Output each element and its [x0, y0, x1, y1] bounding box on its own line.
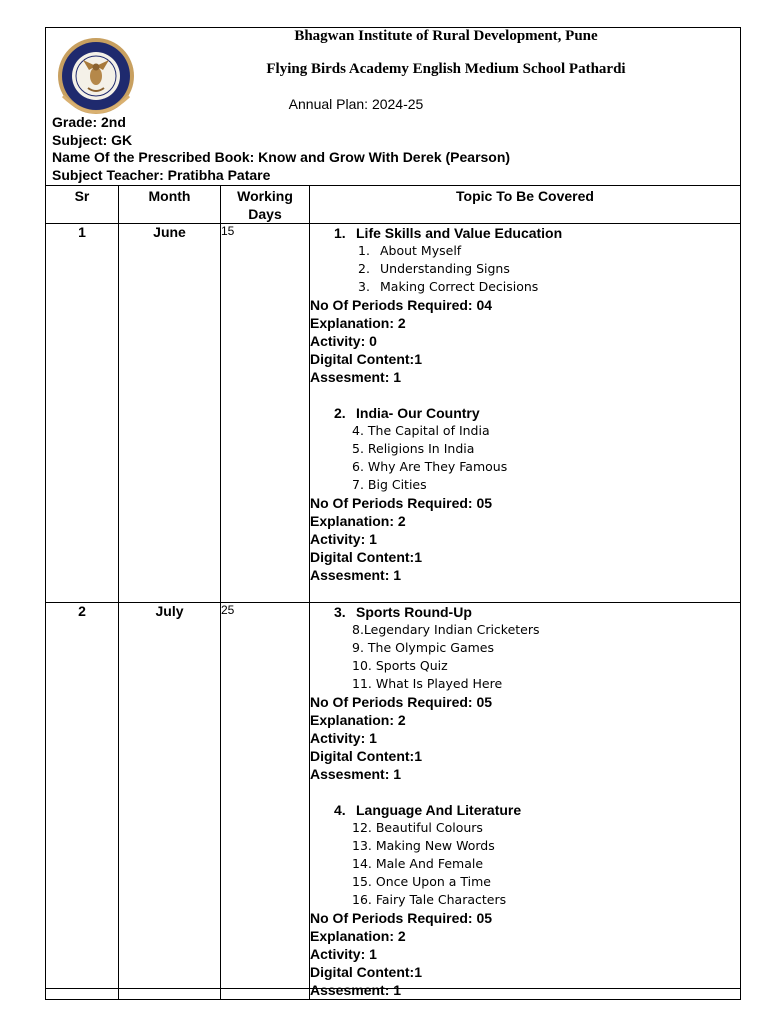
unit-number: 3. — [334, 604, 346, 620]
period-stat: Activity: 1 — [310, 531, 377, 547]
subject-label: Subject: GK — [52, 131, 133, 148]
school-name: Flying Birds Academy English Medium School Pathardi — [266, 61, 626, 77]
unit-title — [310, 404, 740, 422]
teacher-label: Subject Teacher: Pratibha Patare — [52, 166, 271, 183]
period-stat: Digital Content:1 — [310, 748, 422, 764]
lesson-item: 14. Male And Female — [352, 856, 484, 871]
period-stat: No Of Periods Required: 05 — [310, 910, 493, 926]
meta-block — [52, 114, 510, 184]
period-stat: No Of Periods Required: 05 — [310, 495, 493, 511]
lesson-item — [310, 242, 740, 260]
sr-cell: 1 — [46, 224, 119, 603]
unit-title-text: Language And Literature — [356, 802, 522, 818]
col-header-month: Month — [119, 186, 221, 224]
unit-number: 1. — [334, 225, 346, 241]
plan-title: Annual Plan: 2024-25 — [288, 96, 424, 112]
col-header-working-days: Working Days — [221, 186, 310, 224]
lesson-item: 12. Beautiful Colours — [352, 820, 483, 835]
period-stat: Assesment: 1 — [310, 982, 402, 998]
period-stat: Assesment: 1 — [310, 369, 402, 385]
unit-number: 4. — [334, 802, 346, 818]
lesson-item: 13. Making New Words — [352, 838, 495, 853]
lesson-title: About Myself — [380, 243, 462, 258]
topic-cell — [310, 224, 741, 603]
institute-name: Bhagwan Institute of Rural Development, Pune — [294, 28, 598, 44]
unit-title — [310, 603, 740, 621]
spacer — [310, 584, 740, 602]
unit-title — [310, 224, 740, 242]
unit-title-text: India- Our Country — [356, 405, 480, 421]
lesson-item — [310, 260, 740, 278]
period-stat: Digital Content:1 — [310, 351, 422, 367]
lesson-item — [310, 278, 740, 296]
period-stat: Explanation: 2 — [310, 315, 406, 331]
topic-cell — [310, 603, 741, 1000]
lesson-item: 15. Once Upon a Time — [352, 874, 492, 889]
school-logo-icon — [53, 36, 139, 116]
sr-cell: 2 — [46, 603, 119, 1000]
lesson-number: 1. — [358, 243, 370, 258]
lesson-item: 10. Sports Quiz — [352, 658, 448, 673]
period-stat: Explanation: 2 — [310, 513, 406, 529]
unit-title-text: Life Skills and Value Education — [356, 225, 563, 241]
period-stat: Assesment: 1 — [310, 766, 402, 782]
lesson-title: Making Correct Decisions — [380, 279, 539, 294]
table-row — [46, 224, 741, 603]
lesson-title: Understanding Signs — [380, 261, 510, 276]
unit-title — [310, 801, 740, 819]
working-days-cell: 25 — [221, 603, 310, 1000]
period-stat: Activity: 0 — [310, 333, 377, 349]
working-days-cell: 15 — [221, 224, 310, 603]
lesson-item: 16. Fairy Tale Characters — [352, 892, 507, 907]
unit-number: 2. — [334, 405, 346, 421]
period-stat: No Of Periods Required: 05 — [310, 694, 493, 710]
lesson-number: 2. — [358, 261, 370, 276]
period-stat: Activity: 1 — [310, 946, 377, 962]
lesson-item: 9. The Olympic Games — [352, 640, 494, 655]
lesson-item: 5. Religions In India — [352, 441, 475, 456]
spacer — [310, 783, 740, 801]
lesson-item: 8.Legendary Indian Cricketers — [352, 622, 540, 637]
lesson-item: 11. What Is Played Here — [352, 676, 503, 691]
period-stat: No Of Periods Required: 04 — [310, 297, 493, 313]
period-stat: Activity: 1 — [310, 730, 377, 746]
period-stat: Explanation: 2 — [310, 712, 406, 728]
book-label: Name Of the Prescribed Book: Know and Grow With Derek (Pearson) — [52, 149, 511, 165]
lesson-item: 4. The Capital of India — [352, 423, 490, 438]
table-header-row — [46, 186, 741, 224]
month-cell: June — [119, 224, 221, 603]
period-stat: Digital Content:1 — [310, 964, 422, 980]
spacer — [310, 386, 740, 404]
col-header-sr: Sr — [46, 186, 119, 224]
annual-plan-document — [45, 27, 741, 998]
lesson-number: 3. — [358, 279, 370, 294]
period-stat: Assesment: 1 — [310, 567, 402, 583]
lesson-item: 7. Big Cities — [352, 477, 427, 492]
plan-table — [45, 185, 741, 1000]
col-header-topic: Topic To Be Covered — [310, 186, 741, 224]
lesson-item: 6. Why Are They Famous — [352, 459, 508, 474]
grade-label: Grade: 2nd — [52, 114, 126, 130]
month-cell: July — [119, 603, 221, 1000]
table-row — [46, 603, 741, 1000]
unit-title-text: Sports Round-Up — [356, 604, 472, 620]
period-stat: Explanation: 2 — [310, 928, 406, 944]
period-stat: Digital Content:1 — [310, 549, 422, 565]
